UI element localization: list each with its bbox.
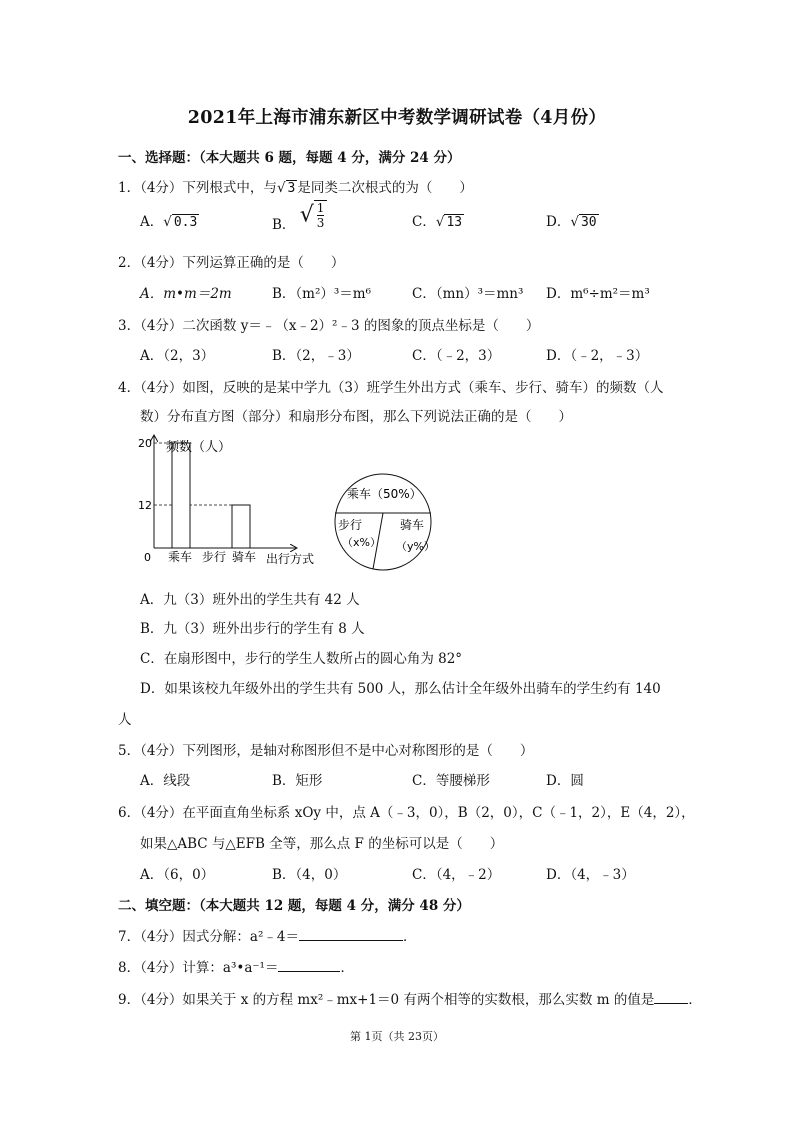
y-axis-label: 频数（人）: [166, 440, 232, 455]
q7-answer-blank[interactable]: [299, 926, 403, 941]
q1-option-a: A．√ 0.3: [140, 214, 198, 230]
x-axis-label: 出行方式: [266, 552, 315, 566]
q1-option-b: B． √ $\frac{1}{3}$: [272, 200, 327, 230]
q1-option-c: C．√ 13: [412, 214, 463, 230]
q6-option-b: B．（4，0）: [272, 867, 347, 883]
q2-option-a: A．m•m＝2m: [140, 286, 232, 302]
question-4-stem-line2: 数）分布直方图（部分）和扇形分布图，那么下列说法正确的是（ ）: [140, 409, 572, 425]
question-9: 9．（4分）如果关于 x 的方程 mx²﹣mx+1＝0 有两个相等的实数根，那么实数 m 的值是 ．: [118, 988, 702, 1008]
section-fill-heading: 二、填空题：（本大题共 12 题，每题 4 分，满分 48 分）: [118, 898, 470, 914]
y-tick-12: 12: [138, 499, 152, 512]
q4-option-b: B．九（3）班外出步行的学生有 8 人: [140, 621, 365, 637]
question-3-stem: 3．（4分）二次函数 y＝﹣（x﹣2）²﹣3 的图象的顶点坐标是（ ）: [118, 318, 540, 334]
category-buxing: 步行: [202, 550, 227, 564]
question-5-stem: 5．（4分）下列图形，是轴对称图形但不是中心对称图形的是（ ）: [118, 743, 534, 759]
pie-label-y: （y%）: [396, 540, 435, 553]
pie-label-buxing: 步行: [338, 518, 363, 532]
y-tick-20: 20: [138, 437, 152, 450]
q4-option-d-line1: D．如果该校九年级外出的学生共有 500 人，那么估计全年级外出骑车的学生约有 140: [140, 681, 661, 697]
q2-option-b: B．（m²）³＝m⁶: [272, 286, 372, 302]
q1-option-d: D．√ 30: [546, 214, 597, 230]
question-2-stem: 2．（4分）下列运算正确的是（ ）: [118, 255, 345, 271]
bar-qiche: [232, 505, 250, 548]
category-chengche: 乘车: [168, 550, 193, 564]
origin-label: 0: [144, 551, 151, 564]
q9-answer-blank[interactable]: [654, 989, 688, 1004]
section-choice-heading: 一、选择题：（本大题共 6 题，每题 4 分，满分 24 分）: [118, 150, 461, 166]
q3-option-a: A．（2，3）: [140, 348, 215, 364]
sqrt-3: √ 3: [276, 180, 296, 196]
q6-option-c: C．（4，﹣2）: [412, 867, 501, 883]
pie-label-qiche: 骑车: [400, 518, 425, 532]
q4-option-d-line2: 人: [118, 712, 132, 728]
question-1-stem: [118, 176, 473, 196]
question-6-stem-line2: 如果△ABC 与△EFB 全等，那么点 F 的坐标可以是（ ）: [140, 836, 504, 852]
question-7: 7．（4分）因式分解：a²﹣4＝ ．: [118, 925, 416, 945]
q3-option-d: D．（﹣2，﹣3）: [546, 348, 649, 364]
q5-option-b: B．矩形: [272, 773, 323, 789]
question-8: 8．（4分）计算：a³•a⁻¹＝ ．: [118, 956, 354, 976]
q8-answer-blank[interactable]: [278, 957, 340, 972]
bar-chengche: [172, 443, 190, 548]
q5-option-a: A．线段: [140, 773, 191, 789]
q4-figure: [128, 430, 448, 575]
pie-label-chengche: 乘车（50%）: [347, 487, 422, 501]
q3-option-b: B．（2，﹣3）: [272, 348, 360, 364]
q4-option-a: A．九（3）班外出的学生共有 42 人: [140, 592, 360, 608]
q6-option-d: D．（4，﹣3）: [546, 867, 635, 883]
question-6-stem-line1: 6．（4分）在平面直角坐标系 xOy 中，点 A（﹣3，0），B（2，0），C（﹣1，2），E（4，2），: [118, 805, 695, 821]
pie-label-x: （x%）: [342, 536, 381, 549]
q6-option-a: A．（6，0）: [140, 867, 215, 883]
q5-option-d: D．圆: [546, 773, 584, 789]
q5-option-c: C．等腰梯形: [412, 773, 490, 789]
q2-option-c: C．（mn）³＝mn³: [412, 286, 524, 302]
q2-option-d: D．m⁶÷m²＝m³: [546, 286, 650, 302]
page-footer: 第 1页（共 23页）: [350, 1030, 444, 1043]
q3-option-c: C．（﹣2，3）: [412, 348, 501, 364]
category-qiche: 骑车: [232, 550, 257, 564]
q1-post: 是同类二次根式的为（ ）: [297, 180, 473, 196]
q4-option-c: C．在扇形图中，步行的学生人数所占的圆心角为 82°: [140, 651, 463, 667]
question-4-stem-line1: 4．（4分）如图，反映的是某中学九（3）班学生外出方式（乘车、步行、骑车）的频数（人: [118, 380, 664, 396]
page-title: 2021年上海市浦东新区中考数学调研试卷（4月份）: [187, 108, 607, 128]
q1-pre: 1．（4分）下列根式中，与: [118, 180, 277, 196]
